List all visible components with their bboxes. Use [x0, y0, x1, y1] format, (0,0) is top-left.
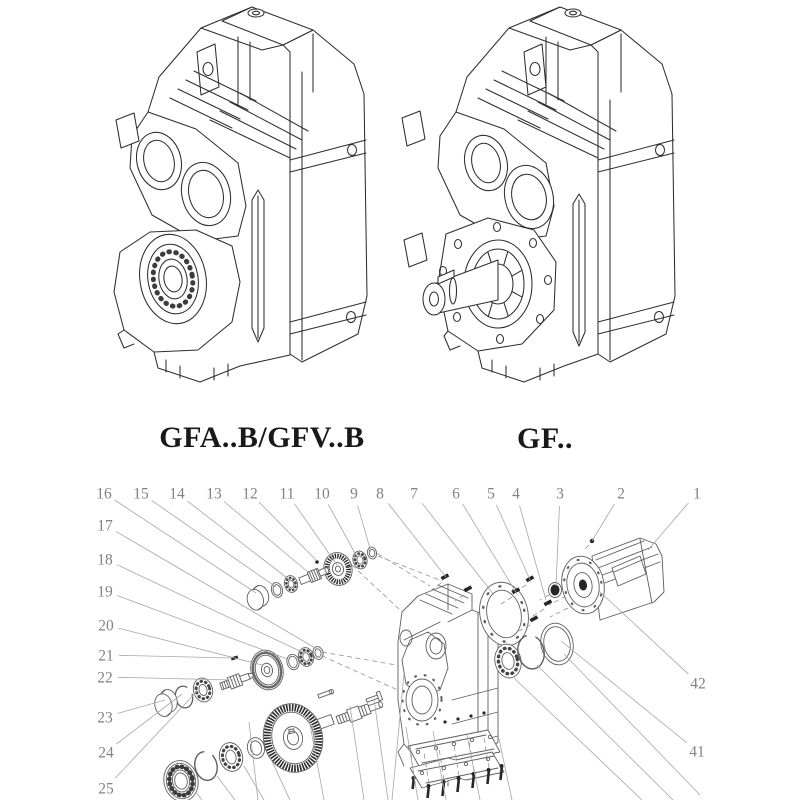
leader-line-3 [556, 506, 559, 586]
leader-line-6 [463, 504, 517, 594]
cut-leader-line-15 [244, 766, 264, 800]
gearbox-right-drawing [402, 7, 675, 382]
callout-23: 23 [97, 709, 113, 727]
leader-line-12 [259, 502, 316, 560]
leader-line-9 [358, 505, 371, 552]
callout-15: 15 [133, 485, 149, 503]
leader-line-14 [187, 501, 291, 581]
leader-line-21 [119, 655, 232, 658]
gear-large-part [257, 698, 329, 778]
callout-3: 3 [556, 485, 564, 503]
callout-8: 8 [376, 485, 384, 503]
callout-21: 21 [98, 647, 114, 665]
leader-line-2 [592, 504, 614, 541]
leader-line-16 [115, 500, 256, 593]
callout-16: 16 [96, 485, 112, 503]
callout-13: 13 [206, 485, 222, 503]
gear-mid-part [247, 647, 288, 694]
callout-25: 25 [98, 780, 114, 798]
callout-11: 11 [279, 485, 295, 503]
motor-part [557, 538, 664, 620]
bottom-gear-train [160, 689, 384, 800]
exploded-view [152, 538, 664, 800]
callout-5: 5 [487, 485, 495, 503]
callout-9: 9 [350, 485, 358, 503]
leader-line-4 [520, 506, 546, 600]
callout-14: 14 [169, 485, 185, 503]
callout-41: 41 [689, 743, 705, 761]
callout-18: 18 [97, 551, 113, 569]
cut-leader-line-13 [196, 792, 202, 800]
callout-7: 7 [410, 485, 418, 503]
callout-10: 10 [314, 485, 330, 503]
pinion-shaft-part [219, 669, 255, 692]
callout-2: 2 [617, 485, 625, 503]
leader-line-20 [119, 628, 262, 665]
leader-line-7 [422, 503, 494, 595]
leader-line-18 [117, 565, 304, 653]
callout-19: 19 [97, 583, 113, 601]
callout-6: 6 [452, 485, 460, 503]
leader-line-24 [116, 694, 182, 744]
callout-42: 42 [690, 675, 706, 693]
leader-line-22 [118, 677, 233, 680]
callout-1: 1 [693, 485, 701, 503]
ball-bearing-part [160, 757, 202, 800]
figure-left-label: GFA..B/GFV..B [159, 421, 365, 454]
cut-leader-line-11 [537, 665, 673, 800]
callout-22: 22 [97, 669, 113, 687]
leader-line-5 [496, 505, 531, 582]
leader-line-11 [294, 504, 337, 565]
callout-24: 24 [98, 744, 114, 762]
cut-leader-line-12 [564, 654, 700, 795]
figure-right-label: GF.. [517, 422, 573, 455]
gearbox-left-drawing [114, 7, 367, 382]
callout-12: 12 [242, 485, 258, 503]
callout-4: 4 [512, 485, 520, 503]
cut-leader-line-1 [249, 722, 258, 800]
cut-leader-line-4 [374, 699, 388, 800]
leader-line-41 [561, 641, 687, 743]
leader-line-1 [648, 503, 689, 550]
cut-leader-line-10 [514, 678, 642, 800]
callout-17: 17 [97, 517, 113, 535]
leader-line-8 [388, 503, 446, 577]
leader-line-15 [152, 500, 276, 587]
cut-leader-line-14 [217, 776, 235, 800]
leader-line-10 [328, 504, 357, 557]
callout-20: 20 [98, 617, 114, 635]
